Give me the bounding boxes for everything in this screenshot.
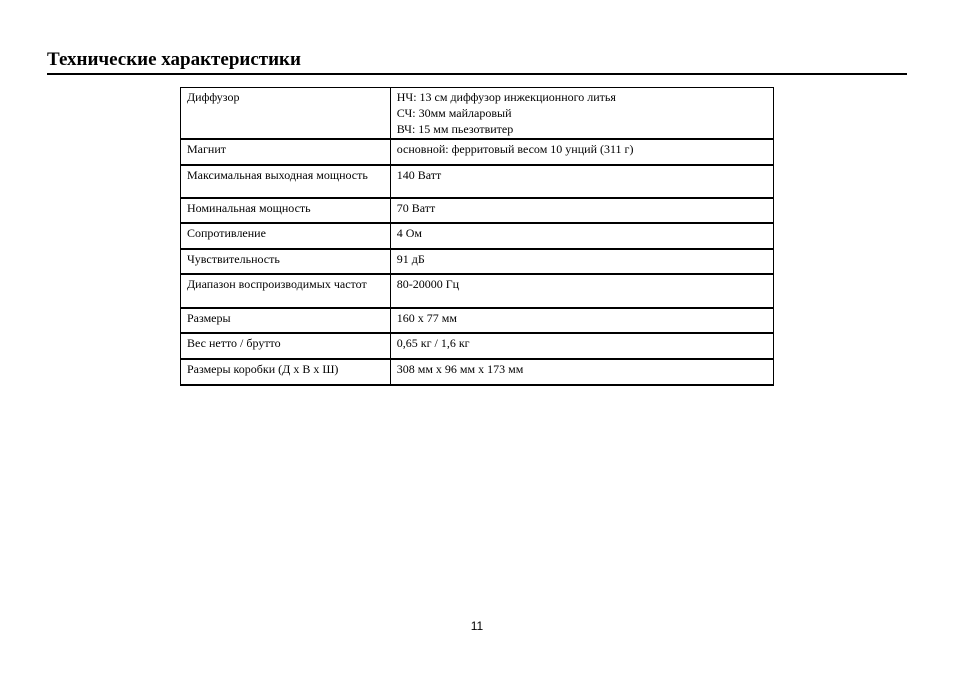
page-number: 11 [470, 619, 484, 633]
spec-value [390, 249, 773, 274]
spec-value [390, 333, 773, 359]
spec-value-line: 0,65 кг / 1,6 кг [396, 336, 470, 350]
table-row [181, 198, 774, 223]
spec-label: Вес нетто / брутто [181, 333, 391, 359]
table-row [181, 249, 774, 274]
spec-value [390, 223, 773, 249]
spec-label: Чувствительность [181, 249, 391, 274]
spec-value [390, 274, 773, 308]
spec-value-line: ВЧ: 15 мм пьезотвитер [396, 122, 514, 136]
table-row [181, 333, 774, 359]
spec-value-line: 160 x 77 мм [396, 311, 457, 325]
spec-value-line: 80-20000 Гц [396, 277, 460, 291]
table-row [181, 359, 774, 385]
table-row [181, 308, 774, 333]
spec-value-line: 91 дБ [396, 252, 425, 266]
table-row [181, 223, 774, 249]
page-title: Технические характеристики [47, 49, 301, 70]
spec-value-line: 4 Ом [396, 226, 422, 240]
spec-value-line: СЧ: 30мм майларовый [396, 106, 512, 120]
spec-value [390, 198, 773, 223]
spec-label: Диапазон воспроизводимых частот [181, 274, 391, 308]
table-row [181, 88, 774, 140]
spec-label: Размеры коробки (Д х В х Ш) [181, 359, 391, 385]
spec-label: Номинальная мощность [181, 198, 391, 223]
table-row [181, 139, 774, 165]
table-row [181, 165, 774, 198]
table-row [181, 274, 774, 308]
spec-value-line: НЧ: 13 см диффузор инжекционного литья [396, 90, 616, 104]
spec-label: Сопротивление [181, 223, 391, 249]
spec-label: Диффузор [181, 88, 391, 140]
spec-value [390, 308, 773, 333]
spec-label: Максимальная выходная мощность [181, 165, 391, 198]
spec-label: Магнит [181, 139, 391, 165]
spec-value [390, 139, 773, 165]
spec-value-line: основной: ферритовый весом 10 унций (311 г) [396, 142, 634, 156]
spec-value [390, 359, 773, 385]
spec-value [390, 165, 773, 198]
spec-label: Размеры [181, 308, 391, 333]
spec-value-line: 70 Ватт [396, 201, 436, 215]
spec-value [390, 88, 773, 140]
spec-value-line: 140 Ватт [396, 168, 442, 182]
specifications-table [180, 87, 774, 386]
title-underline [47, 73, 907, 75]
spec-value-line: 308 мм х 96 мм х 173 мм [396, 362, 524, 376]
